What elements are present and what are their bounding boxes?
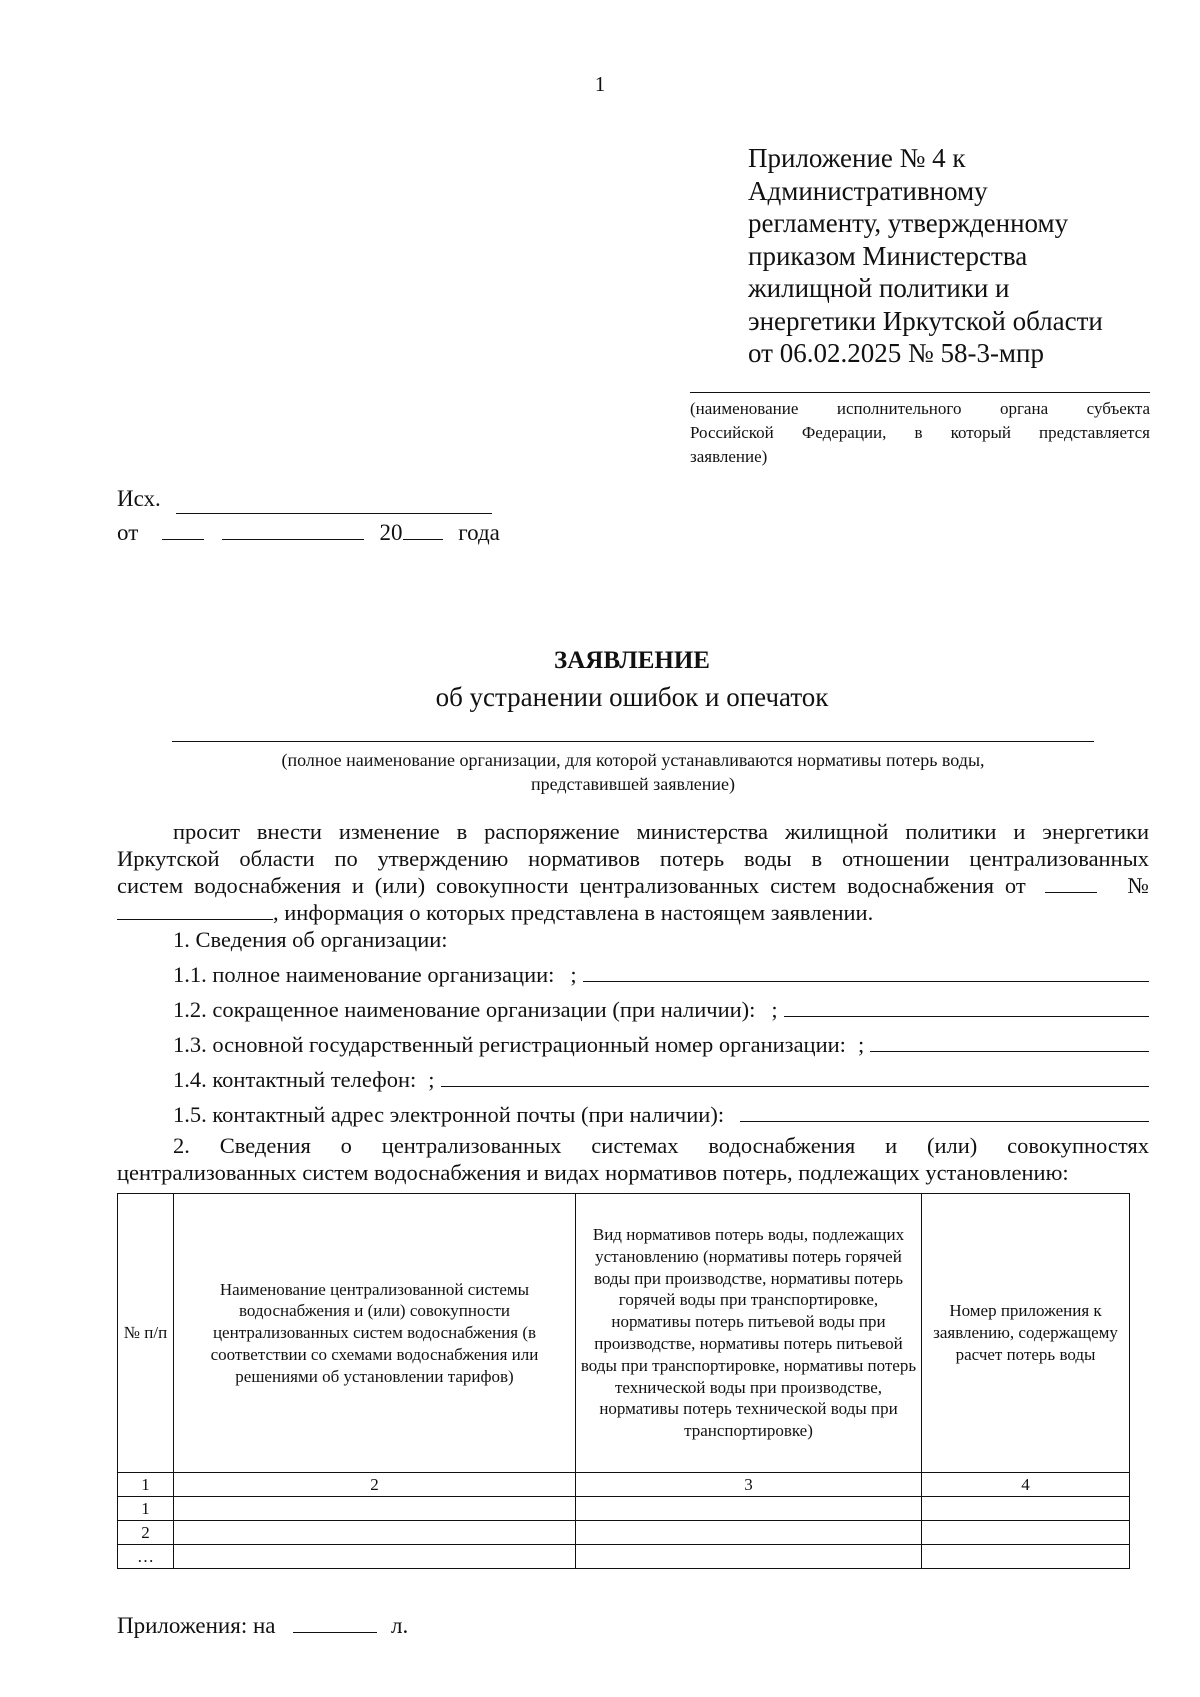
organization-name-field[interactable] xyxy=(172,741,1094,742)
phone-input[interactable] xyxy=(441,1064,1149,1087)
column-number-row: 1 2 3 4 xyxy=(118,1473,1130,1497)
full-name-input[interactable] xyxy=(583,959,1149,982)
table-header-row xyxy=(118,1194,1130,1473)
header-number: № п/п xyxy=(118,1194,174,1473)
section2-line: 2. Сведения о централизованных системах водоснабжения и (или) совокупностях xyxy=(173,1133,1149,1158)
organization-caption: (полное наименование организации, для которой устанавливаются нормативы потерь воды, представившей заявление) xyxy=(281,750,985,794)
header-loss-type: Вид нормативов потерь воды, подлежащих установлению (нормативы потерь горячей воды при производстве, нормативы потерь горячей воды при транспортировке, нормативы потерь питьевой воды при производстве, нормативы потерь питьевой воды при транспортировке, нормативы потерь технической воды при производстве, нормативы потерь технической воды при транспортировке) xyxy=(576,1194,922,1473)
table-cell: 1 xyxy=(118,1497,174,1521)
table-cell[interactable] xyxy=(174,1521,576,1545)
water-systems-table xyxy=(117,1193,1130,1569)
header-appendix-number: Номер приложения к заявлению, содержащему расчет потерь воды xyxy=(922,1194,1130,1473)
attachments-label: Приложения: на xyxy=(117,1613,276,1638)
section1-heading: 1. Сведения об организации: xyxy=(173,927,448,952)
appendix-line: энергетики Иркутской области xyxy=(748,305,1103,336)
short-name-input[interactable] xyxy=(784,994,1149,1017)
date-from-label: от xyxy=(117,520,139,545)
authority-blank-line[interactable] xyxy=(690,392,1150,393)
table-cell: 2 xyxy=(118,1521,174,1545)
table-row xyxy=(118,1545,1130,1569)
order-number-field[interactable] xyxy=(117,901,273,920)
date-year-prefix: 20 xyxy=(379,520,403,545)
date-day-field[interactable] xyxy=(162,521,204,540)
authority-caption: (наименование исполнительного органа субъекта Российской Федерации, в который представляется заявление) xyxy=(690,399,1150,466)
table-cell: … xyxy=(118,1545,174,1569)
field-ogrn: 1.3. основной государственный регистрационный номер организации: ; xyxy=(173,1029,1149,1058)
appendix-line: от 06.02.2025 № 58-3-мпр xyxy=(748,338,1044,368)
field-phone: 1.4. контактный телефон: ; xyxy=(173,1064,1149,1093)
appendix-block xyxy=(748,142,1168,370)
field-short-name: 1.2. сокращенное наименование организации (при наличии): ; xyxy=(173,994,1149,1023)
page-number: 1 xyxy=(594,72,606,96)
table-cell[interactable] xyxy=(174,1545,576,1569)
document-subtitle: об устранении ошибок и опечаток xyxy=(435,682,829,712)
appendix-line: регламенту, утвержденному xyxy=(748,208,1069,238)
appendix-line: Административному xyxy=(748,175,988,206)
table-row xyxy=(118,1521,1130,1545)
document-title: ЗАЯВЛЕНИЕ xyxy=(554,647,710,674)
header-system-name: Наименование централизованной системы водоснабжения и (или) совокупности централизованных систем водоснабжения (в соответствии со схемами водоснабжения или решениями об установлении тарифов) xyxy=(174,1194,576,1473)
request-body xyxy=(117,818,1149,1186)
intro-line: систем водоснабжения и (или) совокупности централизованных систем водоснабжения от № xyxy=(117,873,1150,898)
outgoing-date-row xyxy=(117,520,500,546)
outgoing-label: Исх. xyxy=(117,486,161,511)
attachments-suffix: л. xyxy=(390,1613,409,1638)
date-year-field[interactable] xyxy=(403,521,443,540)
table-cell[interactable] xyxy=(922,1521,1130,1545)
appendix-line: Приложение № 4 к xyxy=(748,143,966,173)
section2-line: централизованных систем водоснабжения и видах нормативов потерь, подлежащих установлению: xyxy=(117,1160,1069,1185)
appendix-line: приказом Министерства xyxy=(748,240,1028,271)
field-email: 1.5. контактный адрес электронной почты (при наличии): xyxy=(173,1099,1149,1128)
intro-line: просит внести изменение в распоряжение министерства жилищной политики и энергетики xyxy=(173,819,1149,844)
attachments-pages-field[interactable] xyxy=(293,1614,377,1633)
email-input[interactable] xyxy=(740,1099,1149,1122)
ogrn-input[interactable] xyxy=(870,1029,1149,1052)
outgoing-number-field[interactable] xyxy=(176,513,492,514)
field-full-name: 1.1. полное наименование организации: ; xyxy=(173,959,1149,988)
table-cell[interactable] xyxy=(174,1497,576,1521)
appendix-line: жилищной политики и xyxy=(748,273,1010,303)
intro-line: Иркутской области по утверждению нормативов потерь воды в отношении централизованных xyxy=(117,846,1149,871)
intro-line: , информация о которых представлена в настоящем заявлении. xyxy=(117,899,1149,926)
table-cell[interactable] xyxy=(922,1497,1130,1521)
order-date-field[interactable] xyxy=(1045,874,1097,893)
table-cell[interactable] xyxy=(576,1497,922,1521)
table-cell[interactable] xyxy=(576,1521,922,1545)
date-year-suffix: года xyxy=(458,520,500,545)
table-row xyxy=(118,1497,1130,1521)
table-cell[interactable] xyxy=(922,1545,1130,1569)
attachments-row xyxy=(117,1613,408,1639)
date-month-field[interactable] xyxy=(222,521,364,540)
table-cell[interactable] xyxy=(576,1545,922,1569)
